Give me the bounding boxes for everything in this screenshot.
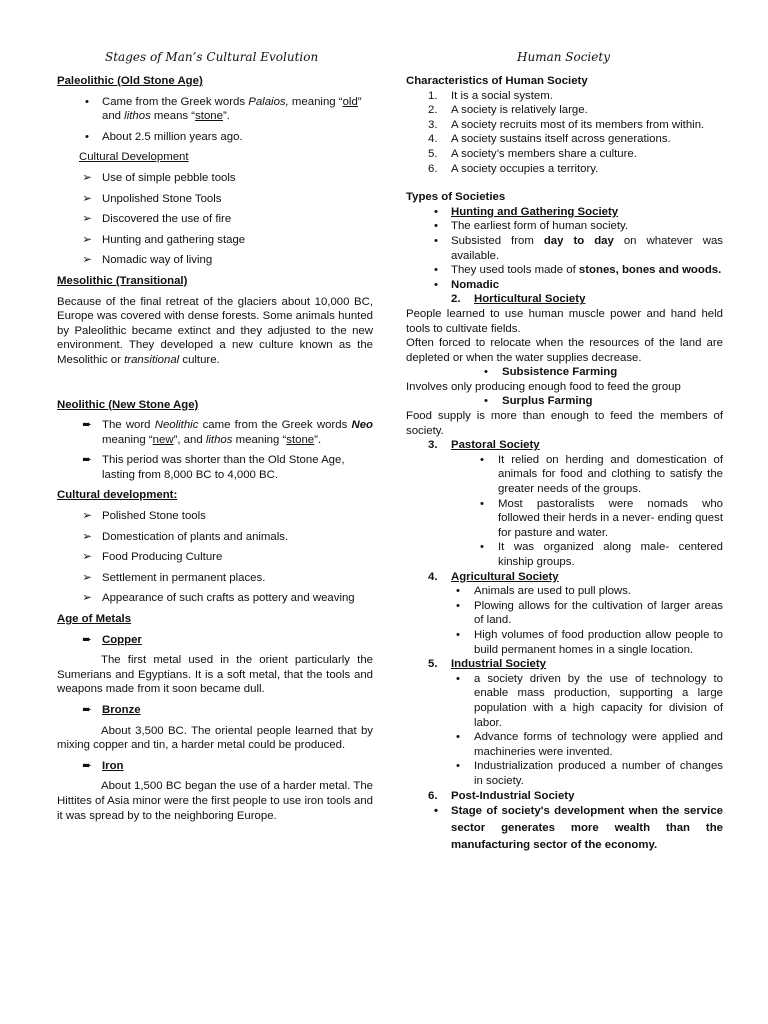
copper-label: ➨ Copper [57,633,373,648]
pointer-bullet-icon: ➨ [82,419,92,432]
horticultural-heading: 2. Horticultural Society [451,293,586,306]
pointer-bullet-icon: ➨ [82,633,92,646]
small-bullet-icon: • [434,220,438,233]
neolithic-dev-heading: Cultural development: [57,489,178,502]
types-heading: Types of Societies [406,191,506,204]
agricultural-item: • High volumes of food production allow people to build permanent homes in a single location. [406,628,723,657]
iron-label: ➨ Iron [57,759,373,774]
pointer-bullet-icon: ➨ [82,454,92,467]
pastoral-item: • Most pastoralists were nomads who followed their herds in a never- ending quest for pasture and water. [406,497,723,541]
paleolithic-bullet-1: • Came from the Greek words Palaios, meaning “old” and lithos means “stone”. [57,95,373,124]
industrial-item: • Advance forms of technology were applied and machineries were invented. [406,730,723,759]
age-of-metals-heading: Age of Metals [57,613,132,626]
surplus-label: • Surplus Farming [406,394,723,409]
characteristic-item: 1. It is a social system. [428,89,553,102]
disc-bullet-icon: • [456,585,460,598]
arrow-bullet-icon: ➢ [82,551,92,564]
bronze-text: About 3,500 BC. The oriental people learned that by mixing copper and tin, a harder metal could be produced. [57,724,373,752]
neolithic-bullet-2: ➨ This period was shorter than the Old Stone Age, lasting from 8,000 BC to 4,000 BC. [57,453,373,482]
post-industrial-heading: 6. Post-Industrial Society [428,789,575,802]
left-column [57,74,373,823]
arrow-bullet-icon: ➢ [82,571,92,584]
neolithic-bullet-1: ➨ The word Neolithic came from the Greek words Neo meaning “new”, and lithos meaning “stone”. [57,418,373,447]
small-bullet-icon: • [434,234,438,247]
disc-bullet-icon: • [434,805,438,818]
arrow-bullet-icon: ➢ [82,233,92,246]
paleo-dev-item: ➢ Use of simple pebble tools [57,171,373,186]
hunting-gathering-label: • Hunting and Gathering Society [406,205,723,220]
agricultural-item: • Plowing allows for the cultivation of larger areas of land. [406,599,723,628]
post-industrial-item: • Stage of society's development when the service sector generates more wealth than the manufacturing sector of the economy. [406,803,723,854]
neolithic-heading: Neolithic (New Stone Age) [57,398,199,411]
subsistence-label: • Subsistence Farming [406,365,723,380]
horticultural-text-2: Often forced to relocate when the resources of the land are depleted or when the water supplies decrease. [406,337,723,364]
industrial-item: • Industrialization produced a number of changes in society. [406,759,723,788]
disc-bullet-icon: • [456,731,460,744]
characteristic-item: 5. A society’s members share a culture. [428,147,637,160]
pastoral-heading: 3. Pastoral Society [428,439,540,452]
disc-bullet-icon: • [456,628,460,641]
disc-bullet-icon: • [456,760,460,773]
disc-bullet-icon: • [480,497,484,510]
characteristic-item: 3. A society recruits most of its members from within. [428,118,705,131]
pastoral-item: • It relied on herding and domestication of animals for food and clothing to satisfy the greater needs of the groups. [406,453,723,497]
paleo-dev-item: ➢ Hunting and gathering stage [57,233,373,248]
neo-dev-item: ➢ Polished Stone tools [57,509,373,524]
arrow-bullet-icon: ➢ [82,254,92,267]
characteristics-heading: Characteristics of Human Society [406,75,588,87]
right-column-title: Human Society [517,50,610,64]
horticultural-text-1: People learned to use human muscle power and hand held tools to cultivate fields. [406,307,723,335]
bronze-label: ➨ Bronze [57,703,373,718]
paleo-dev-item: ➢ Unpolished Stone Tools [57,192,373,207]
hg-bullet: • They used tools made of stones, bones and woods. [406,263,723,278]
neo-dev-item: ➢ Settlement in permanent places. [57,571,373,586]
paleo-dev-item: ➢ Discovered the use of fire [57,212,373,227]
mesolithic-text: Because of the final retreat of the glaciers about 10,000 BC, Europe was covered with dense forests. Some animals hunted by Paleolithic became extinct and they adjusted to the new environment. They developed a new culture known as the Mesolithic or transitional culture. [57,295,373,366]
paleolithic-bullet-2: • About 2.5 million years ago. [57,130,373,145]
paleo-dev-item: ➢ Nomadic way of living [57,253,373,268]
subsistence-text: Involves only producing enough food to feed the group [406,380,681,393]
characteristic-item: 2. A society is relatively large. [428,104,588,117]
industrial-heading: 5. Industrial Society [428,658,546,671]
copper-text: The first metal used in the orient particularly the Sumerians and Egyptians. It is a soft metal, that the tools and weapons made from it soon became dull. [57,654,373,696]
hg-bullet: • Nomadic [406,278,723,293]
disc-bullet-icon: • [480,453,484,466]
disc-bullet-icon: • [480,541,484,554]
disc-bullet-icon: • [434,205,438,218]
hg-bullet: • Subsisted from day to day on whatever was available. [406,234,723,263]
agricultural-heading: 4. Agricultural Society [428,570,559,583]
disc-bullet-icon: • [456,599,460,612]
disc-bullet-icon: • [85,130,89,143]
pastoral-item: • It was organized along male- centered kinship groups. [406,540,723,569]
neo-dev-item: ➢ Appearance of such crafts as pottery and weaving [57,591,373,606]
pointer-bullet-icon: ➨ [82,704,92,716]
small-bullet-icon: • [434,278,438,291]
right-column [406,74,723,854]
disc-bullet-icon: • [484,366,488,379]
hg-bullet: • The earliest form of human society. [406,219,723,234]
mesolithic-heading: Mesolithic (Transitional) [57,274,188,287]
disc-bullet-icon: • [484,395,488,408]
arrow-bullet-icon: ➢ [82,530,92,543]
characteristic-item: 4. A society sustains itself across generations. [428,133,671,146]
paleolithic-heading: Paleolithic (Old Stone Age) [57,75,203,87]
disc-bullet-icon: • [456,672,460,685]
pointer-bullet-icon: ➨ [82,759,92,772]
neo-dev-item: ➢ Domestication of plants and animals. [57,530,373,545]
agricultural-item: • Animals are used to pull plows. [406,584,723,599]
arrow-bullet-icon: ➢ [82,510,92,523]
arrow-bullet-icon: ➢ [82,213,92,226]
iron-text: About 1,500 BC began the use of a harder metal. The Hittites of Asia minor were the first people to use iron tools and it was spread by to the neighboring Europe. [57,780,373,822]
industrial-item: • a society driven by the use of technology to enable mass production, supporting a large population with a high capacity for division of labor. [406,672,723,730]
arrow-bullet-icon: ➢ [82,171,92,184]
neo-dev-item: ➢ Food Producing Culture [57,550,373,565]
cultural-development-heading: Cultural Development [79,151,189,164]
characteristic-item: 6. A society occupies a territory. [428,162,599,175]
surplus-text: Food supply is more than enough to feed the members of society. [406,410,723,437]
left-column-title: Stages of Man’s Cultural Evolution [105,50,319,64]
disc-bullet-icon: • [85,95,89,108]
arrow-bullet-icon: ➢ [82,592,92,605]
small-bullet-icon: • [434,264,438,277]
arrow-bullet-icon: ➢ [82,192,92,205]
